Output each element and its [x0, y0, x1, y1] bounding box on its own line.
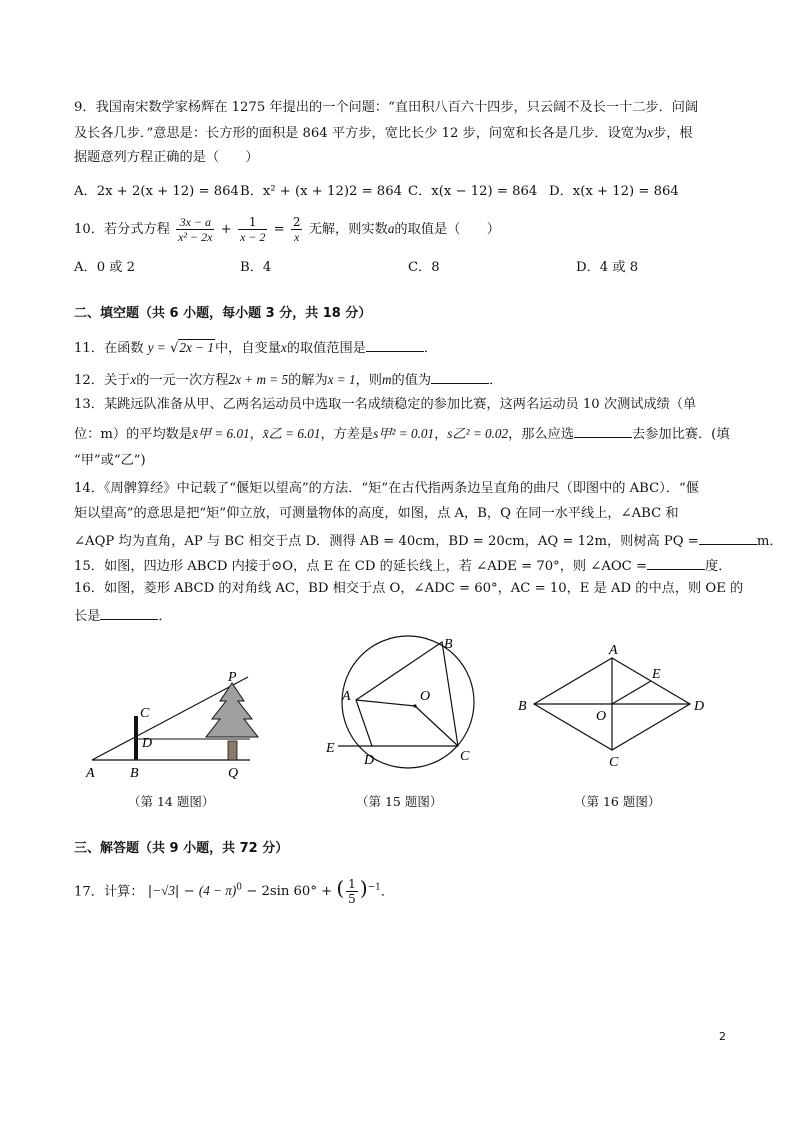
q17-paren-1: (4 − π) — [198, 883, 237, 899]
q10-option-d: D．4 或 8 — [576, 260, 639, 275]
q10-suffix-a: 无解，则实数 — [308, 222, 388, 237]
fig15-line-OC — [415, 706, 458, 746]
section-3-heading: 三、解答题（共 9 小题，共 72 分） — [74, 841, 289, 856]
q12-answer-blank[interactable] — [431, 369, 489, 384]
q17-abs-value: −√3 — [152, 883, 175, 899]
q11-end: ． — [423, 341, 438, 356]
q11-text-a: 11．在函数 — [74, 341, 144, 356]
q9-line2 — [74, 124, 734, 143]
q14-text-3a: ∠AQP 均为直角，AP 与 BC 相交于点 D．测得 AB = 40cm，BD = 20cm，AQ = 12m，则树高 PQ = — [74, 534, 699, 549]
figure-15 — [320, 628, 500, 778]
fig15-label-B: B — [444, 637, 453, 652]
q11-text-c: 的取值范围是 — [286, 341, 366, 356]
fig16-label-A: A — [609, 643, 618, 658]
q11-sqrt: √2x − 1 — [170, 340, 214, 356]
fig14-ruler-BC — [134, 716, 138, 760]
q14-text-3b: m． — [756, 534, 783, 549]
q10-suffix-b: 的取值是（ ） — [394, 222, 500, 237]
fig15-center-dot — [413, 704, 416, 707]
q10-equals: = — [273, 222, 285, 237]
q10-fraction-3 — [291, 215, 303, 244]
q16-text-1: 16．如图，菱形 ABCD 的对角线 AC，BD 相交于点 O，∠ADC = 60°，AC = 10，E 是 AD 的中点，则 OE 的 — [74, 581, 744, 596]
fig14-label-B: B — [130, 766, 139, 781]
fig15-label-C: C — [460, 749, 470, 764]
q12-text-e: 的值为 — [391, 373, 432, 388]
q13-line1 — [74, 396, 734, 414]
q12-solution: x = 1 — [327, 372, 356, 387]
q12-text-d: ，则 — [355, 373, 382, 388]
q13-variance-jia: s甲² = 0.01 — [373, 426, 435, 441]
fig16-caption: （第 16 题图） — [574, 794, 661, 809]
q17-expression: $|-√3| - (4 - \pi)^0 - 2\sin$ 60° + ( $\frac{1}{5}$ )$^{-1}$ — [147, 876, 381, 907]
q14-line2 — [74, 505, 734, 523]
fig14-label-P: P — [228, 670, 237, 685]
page-number: 2 — [719, 1030, 726, 1043]
figure-14 — [80, 665, 280, 785]
fig15-label-D: D — [364, 753, 375, 768]
q13-answer-blank[interactable] — [574, 423, 632, 438]
q12-end: ． — [489, 373, 503, 388]
q10-option-c: C．8 — [408, 260, 440, 275]
q10-prefix: 10．若分式方程 — [74, 222, 170, 237]
q9-text-3: 据题意列方程正确的是（ ） — [74, 150, 259, 165]
q16-line2 — [74, 605, 734, 626]
q9-text-2a: 及长各几步．”意思是：长方形的面积是 864 平方步，宽比长少 12 步，问宽和长各是几步．设宽为 — [74, 126, 648, 141]
fig16-label-C: C — [609, 755, 619, 770]
q15-text-a: 15．如图，四边形 ABCD 内接于⊙O，点 E 在 CD 的延长线上，若 ∠ADE = 70°，则 ∠AOC = — [74, 559, 648, 574]
fig15-line-AO — [356, 700, 415, 706]
q15-text-b: 度． — [705, 559, 732, 574]
q11-answer-blank[interactable] — [366, 337, 424, 352]
q10-frac2-den: x − 2 — [239, 230, 266, 244]
q11-text-b: 中，自变量 — [214, 341, 281, 356]
q15-line — [74, 555, 734, 576]
fig14-caption: （第 14 题图） — [128, 794, 215, 809]
q10-option-b: B．4 — [240, 260, 272, 275]
q10-frac3-num: 2 — [292, 215, 301, 229]
fig16-label-D: D — [694, 699, 705, 714]
q17-exp-0: 0 — [236, 883, 243, 893]
fig15-caption: （第 15 题图） — [356, 794, 443, 809]
q9-option-d: D．x(x + 12) = 864 — [549, 184, 679, 199]
figure-16 — [512, 640, 717, 770]
q16-answer-blank[interactable] — [100, 605, 158, 620]
q17-line — [74, 872, 734, 908]
q10-option-a: A．0 或 2 — [74, 260, 136, 275]
q13-text-2a: 位：m）的平均数是 — [74, 427, 193, 442]
fig16-label-O: O — [596, 709, 607, 724]
q10-frac2-num: 1 — [238, 215, 267, 230]
q12-line — [74, 369, 734, 390]
q12-text-a: 12．关于 — [74, 373, 131, 388]
q13-text-1: 13．某跳远队准备从甲、乙两名运动员中选取一名成绩稳定的参加比赛，这两名运动员 10 次测试成绩（单 — [74, 397, 697, 412]
q10-frac1-den: x² − 2x — [178, 230, 213, 244]
q11-var-x: x — [280, 340, 287, 355]
q16-text-2b: ． — [158, 609, 172, 624]
q13-mean-jia: x̄甲 = 6.01 — [192, 426, 250, 441]
q9-var-x: x — [647, 125, 654, 140]
q17-end: ． — [380, 884, 395, 900]
q16-text-2a: 长是 — [74, 609, 101, 624]
q12-text-b: 的一元一次方程 — [136, 373, 229, 388]
q13-line3 — [74, 452, 734, 470]
q10-frac1-num: 3x − a — [176, 215, 214, 230]
q12-text-c: 的解为 — [288, 373, 328, 388]
q14-text-2: 矩以望高”的意思是把“矩”仰立放，可测量物体的高度，如图，点 A，B，Q 在同一水平线上，∠ABC 和 — [74, 506, 679, 521]
q13-text-2b: ，方差是 — [320, 427, 374, 442]
q14-answer-blank[interactable] — [699, 530, 757, 545]
q13-text-2c: ，那么应选 — [508, 427, 575, 442]
fig15-label-A: A — [342, 689, 351, 704]
fig14-label-Q: Q — [228, 766, 239, 781]
fig14-label-C: C — [140, 706, 150, 721]
q14-text-1: 14．《周髀算经》中记载了“偃矩以望高”的方法．“矩”在古代指两条边呈直角的曲尺（即图中的 ABC）．“偃 — [74, 481, 699, 496]
q10-frac3-den: x — [294, 230, 300, 244]
q10-line — [74, 214, 734, 245]
q12-var-x: x — [130, 372, 137, 387]
q9-text-1: 9．我国南宋数学家杨辉在 1275 年提出的一个问题：“直田积八百六十四步，只云阔不及长一十二步．问阔 — [74, 100, 699, 115]
q17-exp-neg1: −1 — [367, 883, 381, 893]
q13-mean-yi: x̄乙 = 6.01 — [262, 426, 321, 441]
q10-fraction-2 — [238, 215, 267, 244]
q13-text-3: “甲”或“乙”) — [74, 453, 146, 468]
q17-frac-den: 5 — [348, 892, 356, 907]
q13-line2: 位：m）的平均数是x̄甲 = 6.01，x̄乙 = 6.01，方差是s甲² = 0.01，s乙² = 0.02，那么应选 去参加比赛．(填 — [74, 423, 734, 444]
q12-var-m: m — [381, 372, 392, 387]
q17-frac-num: 1 — [348, 877, 356, 892]
q9-line1 — [74, 99, 734, 117]
q9-text-2b: 步，根 — [653, 126, 693, 141]
q17-prefix: 17．计算： — [74, 884, 144, 900]
q10-var-a: a — [387, 221, 395, 236]
q9-option-b: B．x² + (x + 12)2 = 864 — [240, 184, 402, 199]
q13-text-2d: 去参加比赛．(填 — [632, 427, 730, 442]
q14-line3 — [74, 530, 783, 551]
q9-option-a: A．2x + 2(x + 12) = 864 — [74, 184, 239, 199]
fig15-quadrilateral-ABCD — [356, 642, 458, 746]
section-2-heading: 二、填空题（共 6 小题，每小题 3 分，共 18 分） — [74, 306, 372, 321]
q16-line1 — [74, 580, 744, 598]
q11-sqrt-content: 2x − 1 — [179, 340, 214, 355]
q17-fraction — [346, 877, 358, 906]
fig15-label-O: O — [420, 689, 431, 704]
q12-equation: 2x + m = 5 — [228, 372, 289, 387]
fig16-segment-OE — [612, 681, 651, 704]
fig15-label-E: E — [326, 741, 335, 756]
q11-expr-y: y = — [147, 340, 166, 355]
fig14-label-D: D — [142, 736, 153, 751]
q15-answer-blank[interactable] — [647, 555, 705, 570]
fig15-circle-O — [342, 636, 474, 768]
fig16-label-E: E — [652, 667, 661, 682]
fig16-label-B: B — [518, 699, 527, 714]
q10-fraction-1 — [176, 215, 214, 244]
q17-middle: − 2sin 60° + — [246, 884, 333, 900]
q9-line3 — [74, 149, 734, 167]
q9-option-c: C．x(x − 12) = 864 — [408, 184, 538, 199]
fig14-label-A: A — [86, 766, 95, 781]
q14-line1 — [74, 480, 734, 498]
q13-variance-yi: s乙² = 0.02 — [447, 426, 509, 441]
q10-plus: + — [220, 222, 232, 237]
q11-line — [74, 337, 734, 358]
